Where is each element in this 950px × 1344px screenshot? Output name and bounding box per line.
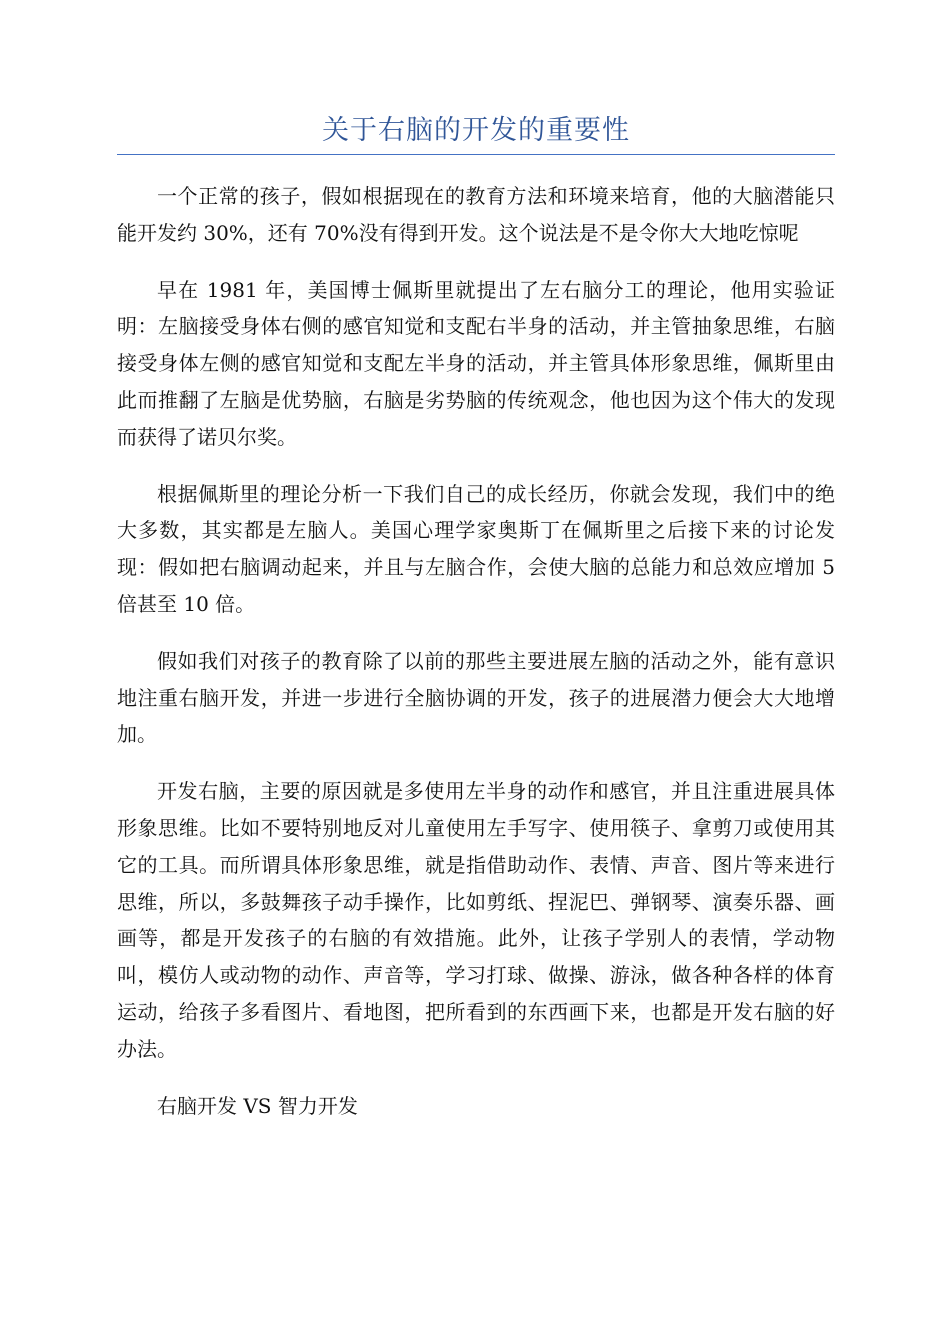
document-title: 关于右脑的开发的重要性 [322, 115, 630, 146]
document-body [117, 178, 835, 1144]
paragraph-5: 开发右脑，主要的原因就是多使用左半身的动作和感官，并且注重进展具体形象思维。比如不要特别地反对儿童使用左手写字、使用筷子、拿剪刀或使用其它的工具。而所谓具体形象思维，就是指借助动作、表情、声音、图片等来进行思维，所以，多鼓舞孩子动手操作，比如剪纸、捏泥巴、弹钢琴、演奏乐器、画画等，都是开发孩子的右脑的有效措施。此外，让孩子学别人的表情，学动物叫，模仿人或动物的动作、声音等，学习打球、做操、游泳，做各种各样的体育运动，给孩子多看图片、看地图，把所看到的东西画下来，也都是开发右脑的好办法。 [117, 779, 835, 1061]
paragraph-4: 假如我们对孩子的教育除了以前的那些主要进展左脑的活动之外，能有意识地注重右脑开发，并进一步进行全脑协调的开发，孩子的进展潜力便会大大地增加。 [117, 648, 835, 747]
section-heading-paragraph: 右脑开发 VS 智力开发 [157, 1093, 358, 1118]
paragraph-1: 一个正常的孩子，假如根据现在的教育方法和环境来培育，他的大脑潜能只能开发约 30%，还有 70%没有得到开发。这个说法是不是令你大大地吃惊呢 [117, 184, 835, 245]
paragraph-2: 早在 1981 年，美国博士佩斯里就提出了左右脑分工的理论，他用实验证明：左脑接受身体右侧的感官知觉和支配右半身的活动，并主管抽象思维，右脑接受身体左侧的感官知觉和支配左半身的活动，并主管具体形象思维，佩斯里由此而推翻了左脑是优势脑，右脑是劣势脑的传统观念，他也因为这个伟大的发现而获得了诺贝尔奖。 [117, 277, 835, 449]
paragraph-3: 根据佩斯里的理论分析一下我们自己的成长经历，你就会发现，我们中的绝大多数，其实都是左脑人。美国心理学家奥斯丁在佩斯里之后接下来的讨论发现：假如把右脑调动起来，并且与左脑合作，会使大脑的总能力和总效应增加 5 倍甚至 10 倍。 [117, 481, 835, 616]
title-underline [117, 154, 835, 155]
